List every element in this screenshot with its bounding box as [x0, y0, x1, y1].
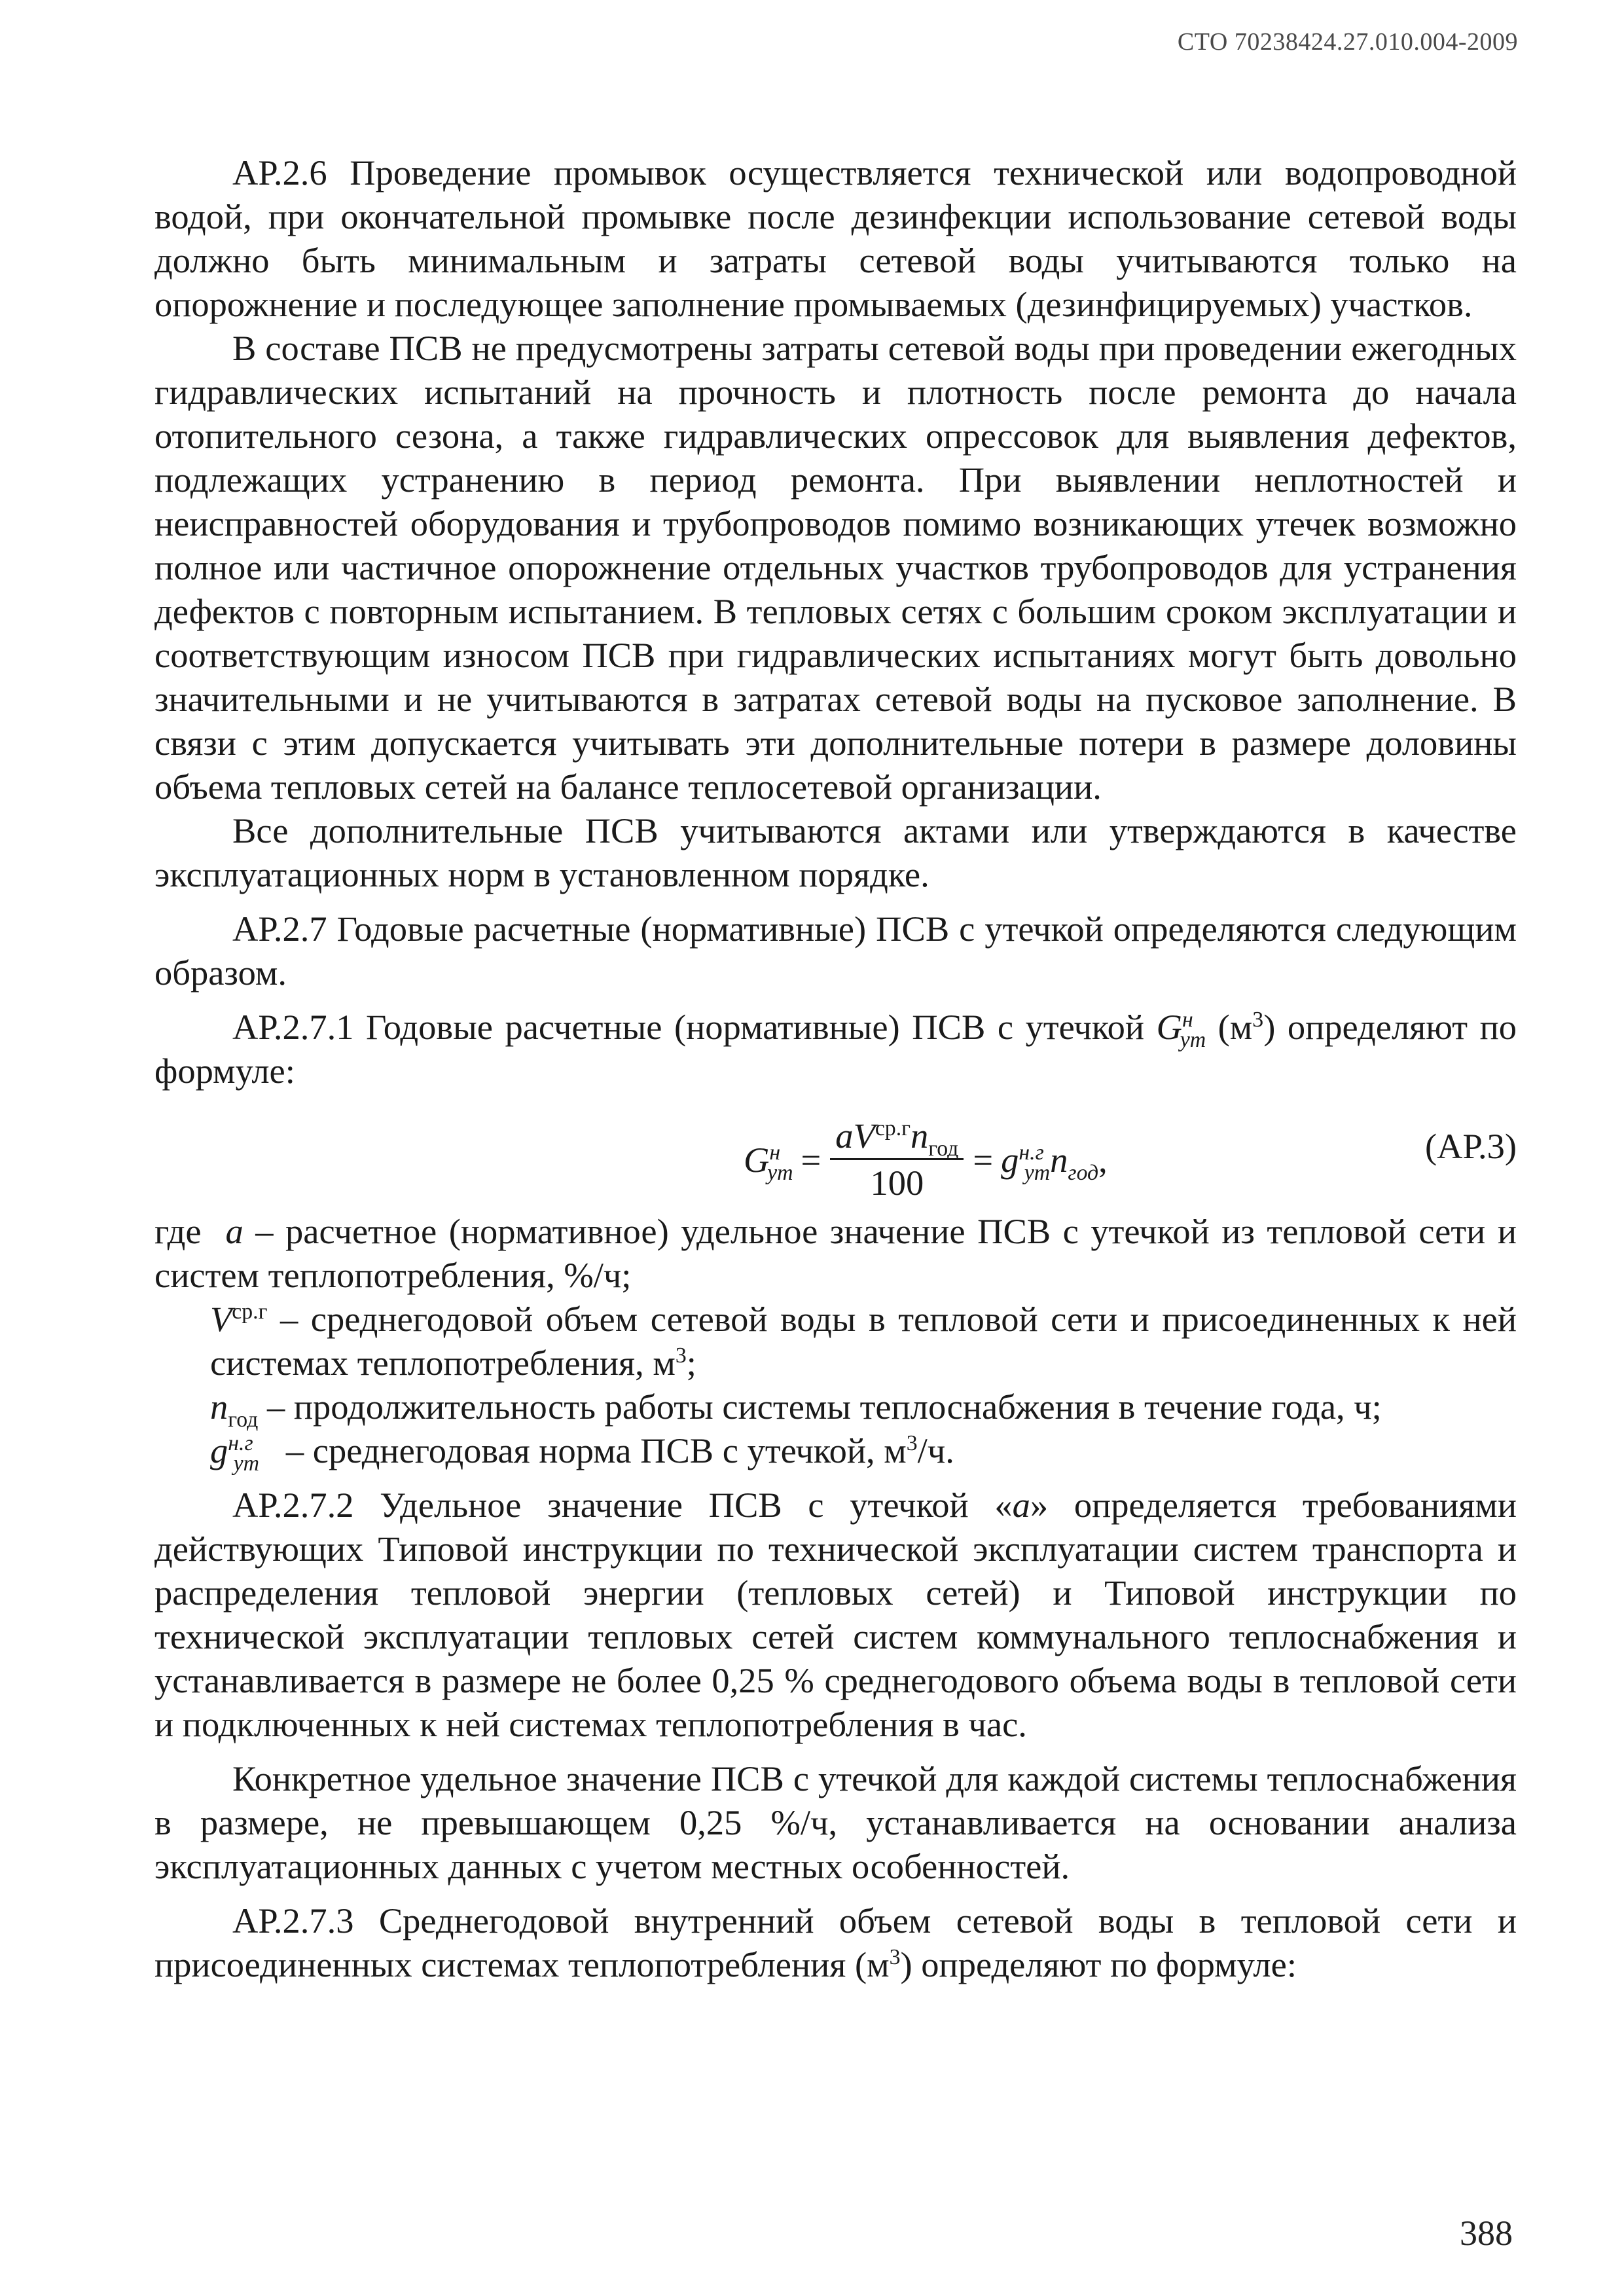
- paragraph-ar-2-7: АР.2.7 Годовые расчетные (нормативные) ПСВ с утечкой определяются следующим образом.: [154, 909, 1517, 993]
- definition-g: $g^{н.г}_{ут}$ – среднегодовая норма ПСВ с утечкой, $м^3/ч$.: [210, 1430, 954, 1476]
- page-number: 388: [1460, 2214, 1513, 2253]
- formula-lhs: $G^н_{ут}$: [744, 1140, 793, 1185]
- formula-fraction: [830, 1116, 964, 1203]
- document-code-header: СТО 70238424.27.010.004-2009: [1177, 28, 1518, 56]
- fraction-numerator: $aV^{ср.г}n_{год}$: [830, 1116, 964, 1160]
- document-body: [154, 151, 1517, 1986]
- formula-ar-3: [154, 1098, 1517, 1209]
- definition-v: $V^{ср.г}$ – среднегодовой объем сетевой воды в тепловой сети и присоединенных к ней системах теплопотребления, $м^3$;: [210, 1299, 1517, 1383]
- paragraph-psv-composition: В составе ПСВ не предусмотрены затраты сетевой воды при проведении ежегодных гидравлических испытаний на прочность и плотность после ремонта до начала отопительного сезона, а также гидравлических опрессовок для выявления дефектов, подлежащих устранению в период ремонта. При выявлении неплотностей и неисправностей оборудования и трубопроводов помимо возникающих утечек возможно полное или частичное опорожнение отдельных участков трубопроводов для устранения дефектов с повторным испытанием. В тепловых сетях с большим сроком эксплуатации и соответствующим износом ПСВ при гидравлических испытаниях могут быть довольно значительными и не учитываются в затратах сетевой воды на пусковое заполнение. В связи с этим допускается учитывать эти дополнительные потери в размере доловины объема тепловых сетей на балансе теплосетевой организации.: [154, 328, 1517, 807]
- formula-number: (АР.3): [1424, 1126, 1517, 1166]
- paragraph-additional-psv: Все дополнительные ПСВ учитываются актами или утверждаются в качестве эксплуатационных норм в установленном порядке.: [154, 811, 1517, 894]
- formula-definitions: [154, 1209, 1517, 1476]
- formula-expression: $G^н_{ут}$ = $\frac{aV^{ср.г}n_{год}}{100}$ = $g^{н.г}_{ут}n_{год}$ ,: [744, 1116, 1108, 1203]
- paragraph-ar-2-7-2: АР.2.7.2 Удельное значение ПСВ с утечкой «a» определяется требованиями действующих Типовой инструкции по технической эксплуатации систем транспорта и распределения тепловой энергии (тепловых сетей) и Типовой инструкции по технической эксплуатации тепловых сетей систем коммунального теплоснабжения и устанавливается в размере не более 0,25 % среднегодового объема воды в тепловой сети и подключенных к ней системах теплопотребления в час.: [154, 1485, 1517, 1744]
- formula-rhs: $g^{н.г}_{ут}n_{год}$: [1001, 1140, 1099, 1185]
- definition-a: где a – расчетное (нормативное) удельное значение ПСВ с утечкой из тепловой сети и систем теплопотребления, %/ч;: [154, 1211, 1517, 1295]
- fraction-denominator: 100: [870, 1163, 924, 1203]
- paragraph-specific-value: Конкретное удельное значение ПСВ с утечкой для каждой системы теплоснабжения в размере, не превышающем 0,25 %/ч, устанавливается на основании анализа эксплуатационных данных с учетом местных особенностей.: [154, 1758, 1517, 1886]
- paragraph-ar-2-7-1: АР.2.7.1 Годовые расчетные (нормативные) ПСВ с утечкой $G^н_{ут}$ $(м^3)$ определяют по формуле:: [154, 1007, 1517, 1091]
- paragraph-ar-2-6: АР.2.6 Проведение промывок осуществляется технической или водопроводной водой, при окончательной промывке после дезинфекции использование сетевой воды должно быть минимальным и затраты сетевой воды учитываются только на опорожнение и последующее заполнение промываемых (дезинфицируемых) участков.: [154, 153, 1517, 324]
- paragraph-ar-2-7-3: АР.2.7.3 Среднегодовой внутренний объем сетевой воды в тепловой сети и присоединенных системах теплопотребления $(м^3)$ определяют по формуле:: [154, 1901, 1517, 1984]
- symbol-g-ut-n: $G^н_{ут}$: [1156, 1007, 1206, 1052]
- definition-n: $n_{год}$ – продолжительность работы системы теплоснабжения в течение года, ч;: [210, 1387, 1382, 1432]
